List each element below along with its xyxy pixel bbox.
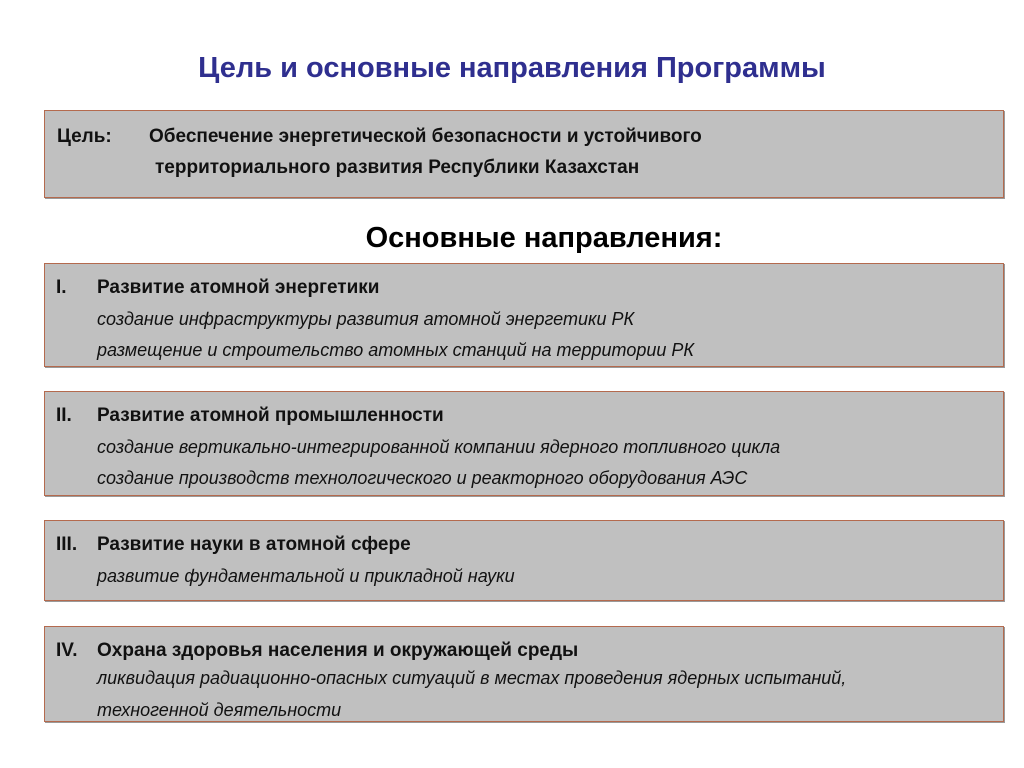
direction-item: создание инфраструктуры развития атомной энергетики РК xyxy=(97,309,635,329)
direction-item: развитие фундаментальной и прикладной науки xyxy=(97,566,515,586)
goal-box xyxy=(44,110,1004,198)
direction-heading: Развитие атомной энергетики xyxy=(97,277,380,298)
direction-box-4 xyxy=(44,626,1004,722)
direction-heading: Развитие атомной промышленности xyxy=(97,405,444,426)
page-title: Цель и основные направления Программы xyxy=(198,52,826,84)
direction-item: ликвидация радиационно-опасных ситуаций в местах проведения ядерных испытаний, xyxy=(97,668,847,688)
direction-number: IV. xyxy=(56,640,78,661)
goal-text-line-2: территориального развития Республики Казахстан xyxy=(155,157,640,178)
goal-label: Цель: xyxy=(57,126,112,147)
direction-number: III. xyxy=(56,534,78,555)
direction-item: создание вертикально-интегрированной компании ядерного топливного цикла xyxy=(97,437,781,457)
direction-box-2 xyxy=(44,391,1004,496)
direction-item: размещение и строительство атомных станций на территории РК xyxy=(97,340,694,360)
direction-number: II. xyxy=(56,405,72,426)
direction-box-1 xyxy=(44,263,1004,367)
direction-box-3 xyxy=(44,520,1004,601)
goal-text-line-1: Обеспечение энергетической безопасности и устойчивого xyxy=(149,126,702,147)
direction-item: техногенной деятельности xyxy=(97,700,342,720)
direction-item: создание производств технологического и реакторного оборудования АЭС xyxy=(97,468,748,488)
direction-number: I. xyxy=(56,277,67,298)
directions-heading: Основные направления: xyxy=(365,222,723,254)
direction-heading: Развитие науки в атомной сфере xyxy=(97,534,411,555)
direction-heading: Охрана здоровья населения и окружающей среды xyxy=(97,640,579,661)
